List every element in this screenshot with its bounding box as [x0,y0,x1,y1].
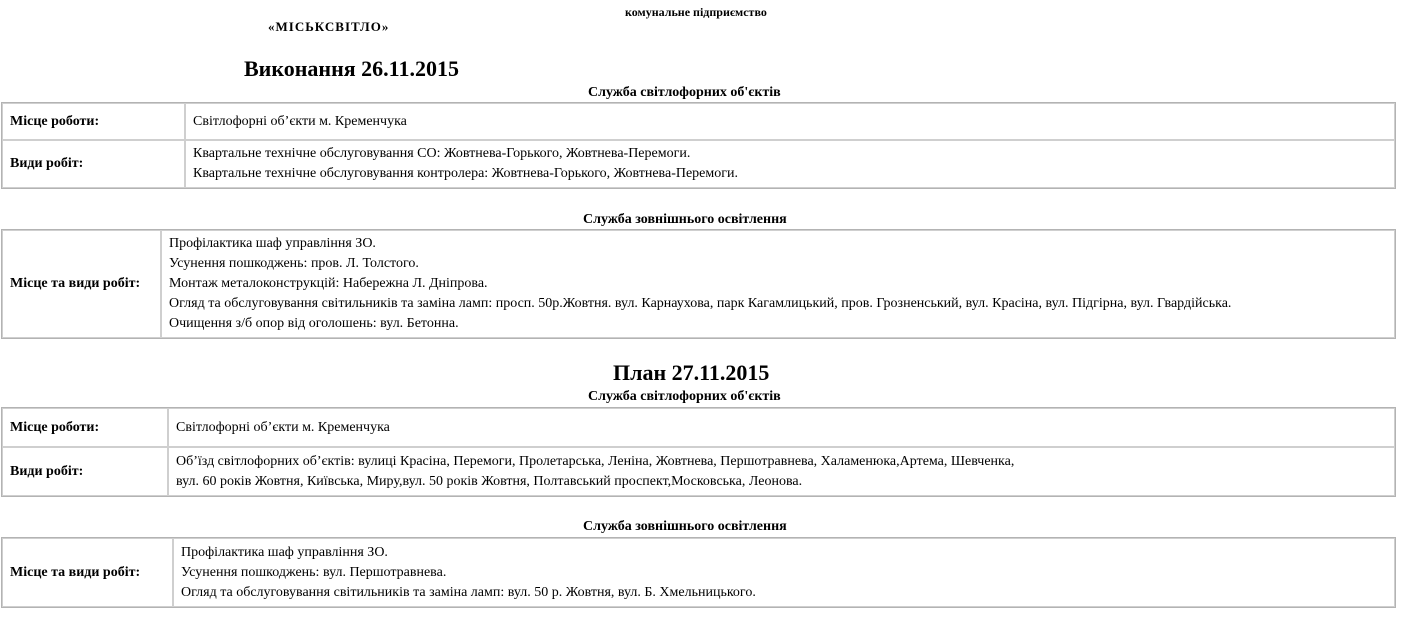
execution-heading: Виконання 26.11.2015 [244,56,459,81]
plan-traffic-table [1,407,1396,497]
works-cell [161,230,1395,338]
table-row [2,408,1395,447]
place-value: Світлофорні об’єкти м. Кременчука [168,408,1395,447]
table-row [2,538,1395,607]
work-item: Очищення з/б опор від оголошень: вул. Бетонна. [169,316,459,331]
works-cell [173,538,1395,607]
table-row [2,230,1395,338]
work-item: Монтаж металоконструкцій: Набережна Л. Дніпрова. [169,276,488,291]
works-label: Види робіт: [2,447,168,496]
works-cell [168,447,1395,496]
works-cell [185,140,1395,188]
execution-lighting-service-title: Служба зовнішнього освітлення [583,212,787,227]
execution-lighting-table [1,229,1396,339]
execution-traffic-service-title: Служба світлофорних об'єктів [588,85,781,100]
work-item: Огляд та обслуговування світильників та заміна ламп: просп. 50р.Жовтня. вул. Карнаухова, парк Кагамлицький, пров. Грозненський, вул. Красіна, вул. Підгірна, вул. Гвардійська. [169,296,1232,311]
place-and-works-label: Місце та види робіт: [2,230,161,338]
table-row [2,103,1395,140]
organization-type: комунальне підприємство [625,5,767,19]
work-item: Усунення пошкоджень: пров. Л. Толстого. [169,256,419,271]
work-item: вул. 60 років Жовтня, Київська, Миру,вул. 50 років Жовтня, Полтавський проспект,Московська, Леонова. [176,473,803,489]
plan-traffic-service-title: Служба світлофорних об'єктів [588,389,781,404]
works-label: Види робіт: [2,140,185,188]
work-item: Профілактика шаф управління ЗО. [169,236,376,251]
work-item: Об’їзд світлофорних об’єктів: вулиці Красіна, Перемоги, Пролетарська, Леніна, Жовтнева, Першотравнева, Халаменюка,Артема, Шевченка, [176,453,1015,469]
table-row [2,140,1395,188]
place-and-works-label: Місце та види робіт: [2,538,173,607]
place-value: Світлофорні об’єкти м. Кременчука [185,103,1395,140]
plan-lighting-service-title: Служба зовнішнього освітлення [583,519,787,534]
plan-heading: План 27.11.2015 [613,360,770,385]
work-item: Квартальне технічне обслуговування контролера: Жовтнева-Горького, Жовтнева-Перемоги. [193,166,738,181]
work-item: Огляд та обслуговування світильників та заміна ламп: вул. 50 р. Жовтня, вул. Б. Хмельницького. [181,584,756,600]
place-label: Місце роботи: [2,408,168,447]
work-item: Профілактика шаф управління ЗО. [181,544,388,560]
organization-name: «МІСЬКСВІТЛО» [268,19,390,34]
table-row [2,447,1395,496]
plan-lighting-table [1,537,1396,608]
work-item: Усунення пошкоджень: вул. Першотравнева. [181,564,447,580]
work-item: Квартальне технічне обслуговування СО: Жовтнева-Горького, Жовтнева-Перемоги. [193,146,691,161]
execution-traffic-table [1,102,1396,189]
place-label: Місце роботи: [2,103,185,140]
